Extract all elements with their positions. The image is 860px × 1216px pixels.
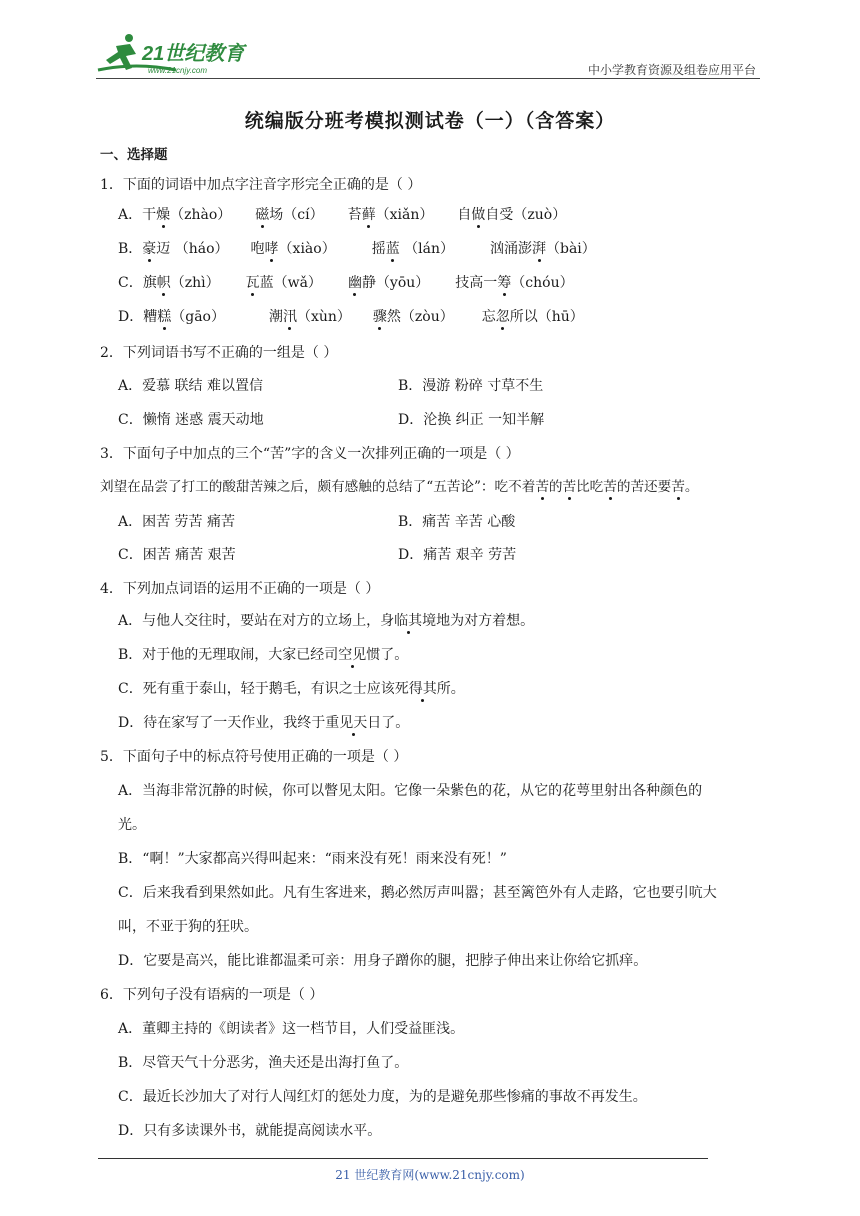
page-title: 统编版分班考模拟测试卷（一）（含答案） — [244, 110, 616, 132]
header-rule — [96, 78, 760, 79]
q6-option-c: C．最近长沙加大了对行人闯红灯的惩处力度，为的是避免那些惨痛的事故不再发生。 — [118, 1089, 647, 1105]
q5-option-d: D．它要是高兴，能比谁都温柔可亲：用身子蹭你的腿，把脖子伸出来让你给它抓痒。 — [118, 953, 648, 969]
q3-option-d: D．痛苦 艰辛 劳苦 — [398, 547, 517, 563]
q2-option-b: B．漫游 粉碎 寸草不生 — [398, 378, 544, 394]
q1-stem: 1．下面的词语中加点字注音字形完全正确的是（ ） — [100, 177, 422, 193]
q1-option-a: A．干燥（zhào） 磁场（cí） 苔藓（xiǎn） 自做自受（zuò） — [118, 207, 567, 223]
q5-stem: 5．下面句子中的标点符号使用正确的一项是（ ） — [100, 749, 408, 765]
q6-option-a: A．董卿主持的《朗读者》这一档节目，人们受益匪浅。 — [118, 1021, 465, 1037]
q2-option-a: A．爱慕 联结 难以置信 — [118, 378, 264, 394]
q3-option-c: C．困苦 痛苦 艰苦 — [118, 547, 236, 563]
q3-stem: 3．下面句子中加点的三个“苦”字的含义一次排列正确的一项是（ ） — [100, 446, 520, 462]
q2-option-c: C．懒惰 迷惑 震天动地 — [118, 412, 264, 428]
q5-option-c-cont: 叫，不亚于狗的狂吠。 — [118, 919, 258, 935]
q5-option-b: B．“啊！”大家都高兴得叫起来：“雨来没有死！雨来没有死！” — [118, 851, 507, 867]
q5-option-c: C．后来我看到果然如此。凡有生客进来，鹅必然厉声叫嚣；甚至篱笆外有人走路，它也要引吭大 — [118, 885, 717, 901]
q3-option-a: A．困苦 劳苦 痛苦 — [118, 514, 236, 530]
platform-name: 中小学教育资源及组卷应用平台 — [587, 63, 756, 77]
q4-stem: 4．下列加点词语的运用不正确的一项是（ ） — [100, 581, 380, 597]
q4-option-d: D．待在家写了一天作业，我终于重见天日了。 — [118, 715, 410, 731]
q3-passage: 刘望在品尝了打工的酸甜苦辣之后，颇有感触的总结了“五苦论”：吃不着苦的苦比吃苦的苦还要苦。 — [100, 479, 699, 495]
q6-option-d: D．只有多读课外书，就能提高阅读水平。 — [118, 1123, 382, 1139]
q4-option-b: B．对于他的无理取闹，大家已经司空见惯了。 — [118, 647, 409, 663]
q5-option-a-cont: 光。 — [118, 817, 146, 833]
q4-option-c: C．死有重于泰山，轻于鹅毛，有识之士应该死得其所。 — [118, 681, 465, 697]
q6-stem: 6．下列句子没有语病的一项是（ ） — [100, 987, 324, 1003]
logo-text: 21世纪教育 — [142, 43, 245, 65]
q4-option-a: A．与他人交往时，要站在对方的立场上，身临其境地为对方着想。 — [118, 613, 535, 629]
footer-link[interactable]: 21 世纪教育网(www.21cnjy.com) — [335, 1168, 525, 1182]
q2-option-d: D．沦换 纠正 一知半解 — [398, 412, 545, 428]
site-logo — [96, 30, 266, 78]
logo-url: www.21cnjy.com — [148, 66, 207, 75]
q1-option-c: C．旗帜（zhì） 瓦蓝（wǎ） 幽静（yōu） 技高一筹（chóu） — [118, 275, 574, 291]
footer-rule — [98, 1158, 708, 1159]
q1-option-b: B．豪迈 （háo） 咆哮（xiào） 摇蓝 （lán） 汹涌澎湃（bài） — [118, 241, 596, 257]
q2-stem: 2．下列词语书写不正确的一组是（ ） — [100, 345, 338, 361]
section-heading: 一、选择题 — [100, 147, 168, 163]
q6-option-b: B．尽管天气十分恶劣，渔夫还是出海打鱼了。 — [118, 1055, 409, 1071]
q5-option-a: A．当海非常沉静的时候，你可以瞥见太阳。它像一朵紫色的花，从它的花萼里射出各种颜色的 — [118, 783, 703, 799]
q3-option-b: B．痛苦 辛苦 心酸 — [398, 514, 516, 530]
q1-option-d: D．糟糕（gāo） 潮汛（xùn） 骤然（zòu） 忘忽所以（hū） — [118, 309, 584, 325]
